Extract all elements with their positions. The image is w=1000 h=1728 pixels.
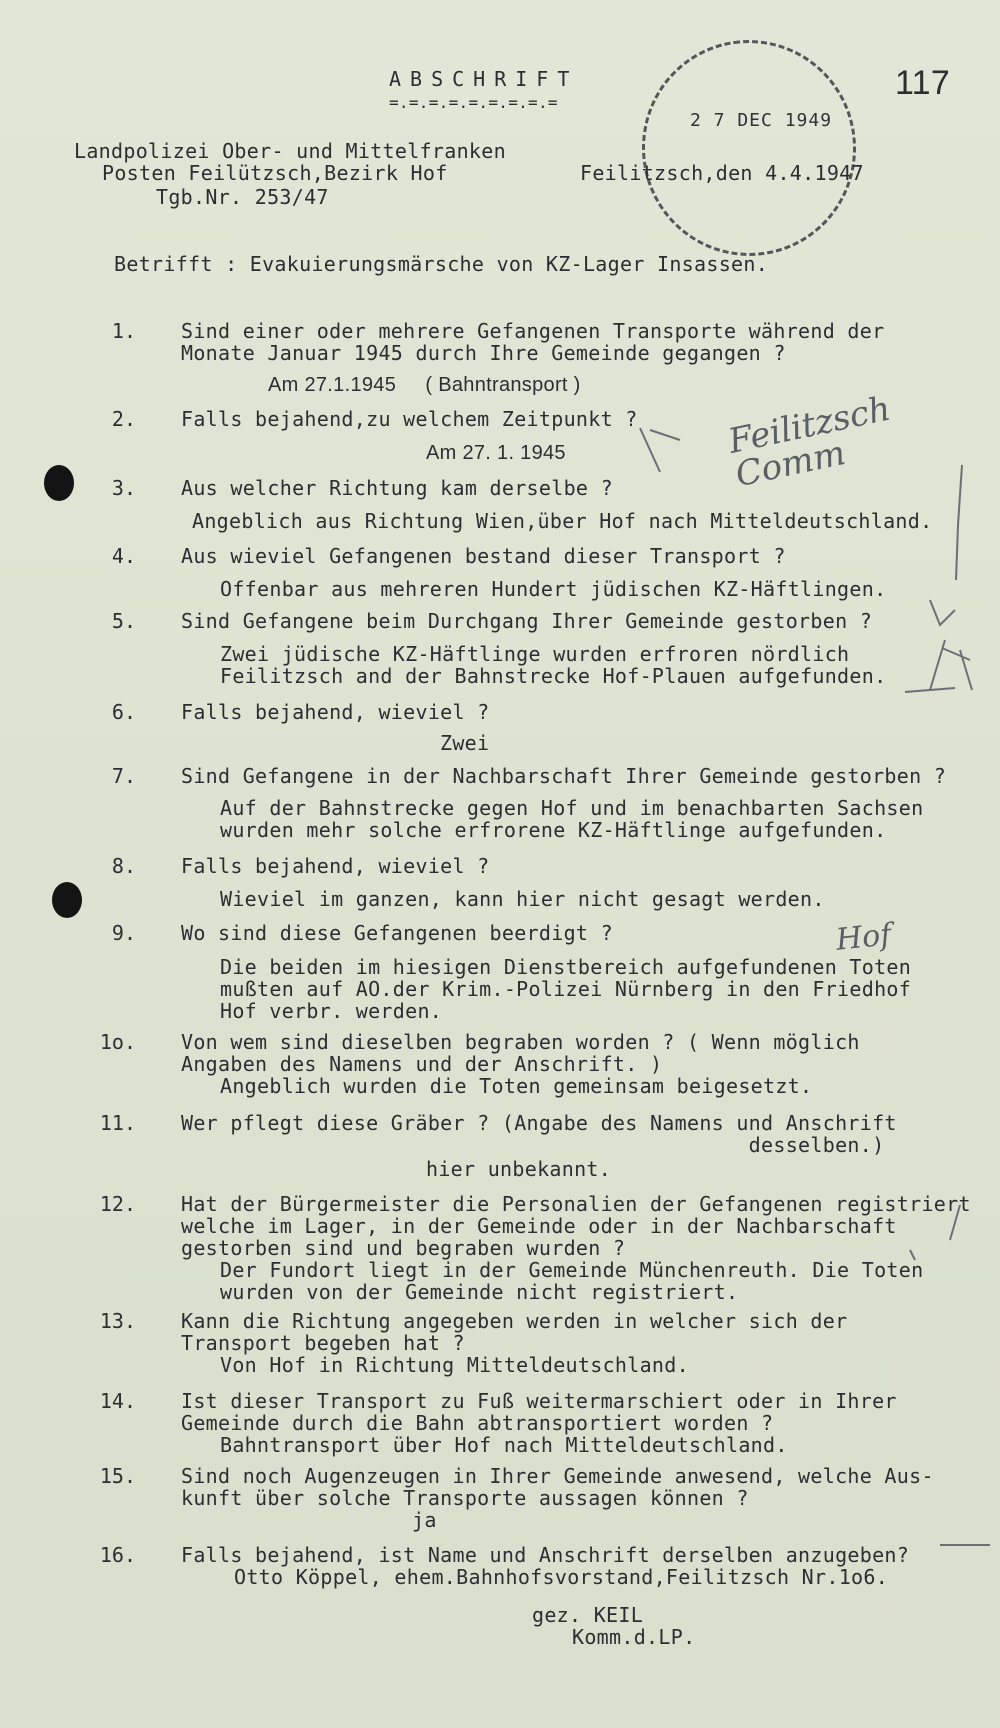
question-line: Von wem sind dieselben begraben worden ? ( Wenn möglich (181, 1030, 860, 1054)
question-line: Wer pflegt diese Gräber ? (Angabe des Namens und Anschrift (181, 1111, 897, 1135)
item-number: 6. (111, 700, 136, 724)
item-number: 7. (111, 764, 136, 788)
sender-line-3: Tgb.Nr. 253/47 (156, 185, 329, 209)
item-number: 4. (111, 544, 136, 568)
answer-line: Wieviel im ganzen, kann hier nicht gesagt werden. (220, 887, 825, 911)
item-number: 3. (111, 476, 136, 500)
question-line: Angaben des Namens und der Anschrift. ) (181, 1052, 663, 1076)
sender-line-2: Posten Feilützsch,Bezirk Hof (102, 161, 448, 185)
question-line: Falls bejahend, wieviel ? (181, 700, 490, 724)
answer-line: Angeblich aus Richtung Wien,über Hof nach Mitteldeutschland. (192, 509, 933, 533)
answer-line: Otto Köppel, ehem.Bahnhofsvorstand,Feilitzsch Nr.1o6. (234, 1565, 889, 1589)
answer-line: Zwei jüdische KZ-Häftlinge wurden erfroren nördlich (220, 642, 850, 666)
answer-line: mußten auf AO.der Krim.-Polizei Nürnberg in den Friedhof (220, 977, 912, 1001)
question-line: Falls bejahend,zu welchem Zeitpunkt ? (181, 407, 638, 431)
answer-line: Von Hof in Richtung Mitteldeutschland. (220, 1353, 689, 1377)
question-line: Falls bejahend, wieviel ? (181, 854, 490, 878)
answer-line: wurden von der Gemeinde nicht registriert. (220, 1280, 739, 1304)
item-number: 11. (99, 1111, 136, 1135)
item-number: 8. (111, 854, 136, 878)
answer-line: Offenbar aus mehreren Hundert jüdischen KZ-Häftlingen. (220, 577, 887, 601)
question-line: Monate Januar 1945 durch Ihre Gemeinde gegangen ? (181, 341, 786, 365)
question-line: Sind noch Augenzeugen in Ihrer Gemeinde anwesend, welche Aus- (181, 1464, 934, 1488)
answer-line: Am 27.1.1945 ( Bahntransport ) (268, 374, 581, 396)
question-line: gestorben sind und begraben wurden ? (181, 1236, 626, 1260)
item-number: 9. (111, 921, 136, 945)
item-number: 1o. (99, 1030, 136, 1054)
question-line: desselben.) (181, 1133, 885, 1157)
question-line: Sind Gefangene in der Nachbarschaft Ihrer Gemeinde gestorben ? (181, 764, 947, 788)
question-line: Falls bejahend, ist Name und Anschrift derselben anzugeben? (181, 1543, 910, 1567)
answer-line: ja (412, 1508, 437, 1532)
punch-hole-bottom (52, 882, 82, 918)
answer-line: Auf der Bahnstrecke gegen Hof und im benachbarten Sachsen (220, 796, 924, 820)
question-line: kunft über solche Transporte aussagen können ? (181, 1486, 749, 1510)
question-line: Transport begeben hat ? (181, 1331, 465, 1355)
question-line: Aus wieviel Gefangenen bestand dieser Transport ? (181, 544, 786, 568)
handwritten-note-hof: Hof (834, 917, 894, 958)
answer-line: hier unbekannt. (426, 1157, 612, 1181)
answer-line: Zwei (440, 731, 490, 755)
item-number: 1. (111, 319, 136, 343)
sender-line-1: Landpolizei Ober- und Mittelfranken (74, 139, 506, 163)
item-number: 16. (99, 1543, 136, 1567)
question-line: welche im Lager, in der Gemeinde oder in der Nachbarschaft (181, 1214, 897, 1238)
item-number: 12. (99, 1192, 136, 1216)
answer-line: Hof verbr. werden. (220, 999, 443, 1023)
item-number: 15. (99, 1464, 136, 1488)
answer-line: wurden mehr solche erfrorene KZ-Häftlinge aufgefunden. (220, 818, 887, 842)
question-line: Gemeinde durch die Bahn abtransportiert worden ? (181, 1411, 774, 1435)
answer-line: Der Fundort liegt in der Gemeinde Münchenreuth. Die Toten (220, 1258, 924, 1282)
subject-line: Betrifft : Evakuierungsmärsche von KZ-Lager Insassen. (114, 252, 769, 276)
page-number: 117 (895, 64, 951, 102)
answer-line: Am 27. 1. 1945 (426, 442, 566, 464)
question-line: Hat der Bürgermeister die Personalien der Gefangenen registriert (181, 1192, 971, 1216)
question-line: Wo sind diese Gefangenen beerdigt ? (181, 921, 613, 945)
item-number: 2. (111, 407, 136, 431)
question-line: Aus welcher Richtung kam derselbe ? (181, 476, 613, 500)
document-title: ABSCHRIFT (389, 67, 579, 91)
answer-line: Feilitzsch and der Bahnstrecke Hof-Plauen aufgefunden. (220, 664, 887, 688)
answer-line: Angeblich wurden die Toten gemeinsam beigesetzt. (220, 1074, 813, 1098)
item-number: 5. (111, 609, 136, 633)
answer-line: Die beiden im hiesigen Dienstbereich aufgefundenen Toten (220, 955, 912, 979)
handwritten-note-feilitzsch: Feilitzsch Comm (724, 388, 895, 496)
signature-name: gez. KEIL (532, 1603, 644, 1627)
answer-line: Bahntransport über Hof nach Mitteldeutschland. (220, 1433, 788, 1457)
stamp-date: 2 7 DEC 1949 (690, 110, 833, 131)
item-number: 14. (99, 1389, 136, 1413)
title-decoration: =.=.=.=.=.=.=.=.= (389, 93, 558, 112)
received-stamp (628, 26, 870, 270)
place-date: Feilitzsch,den 4.4.1947 (580, 161, 864, 185)
question-line: Sind Gefangene beim Durchgang Ihrer Gemeinde gestorben ? (181, 609, 873, 633)
item-number: 13. (99, 1309, 136, 1333)
question-line: Sind einer oder mehrere Gefangenen Transporte während der (181, 319, 885, 343)
punch-hole-top (44, 465, 74, 501)
signature-title: Komm.d.LP. (572, 1625, 696, 1649)
question-line: Kann die Richtung angegeben werden in welcher sich der (181, 1309, 848, 1333)
question-line: Ist dieser Transport zu Fuß weitermarschiert oder in Ihrer (181, 1389, 897, 1413)
